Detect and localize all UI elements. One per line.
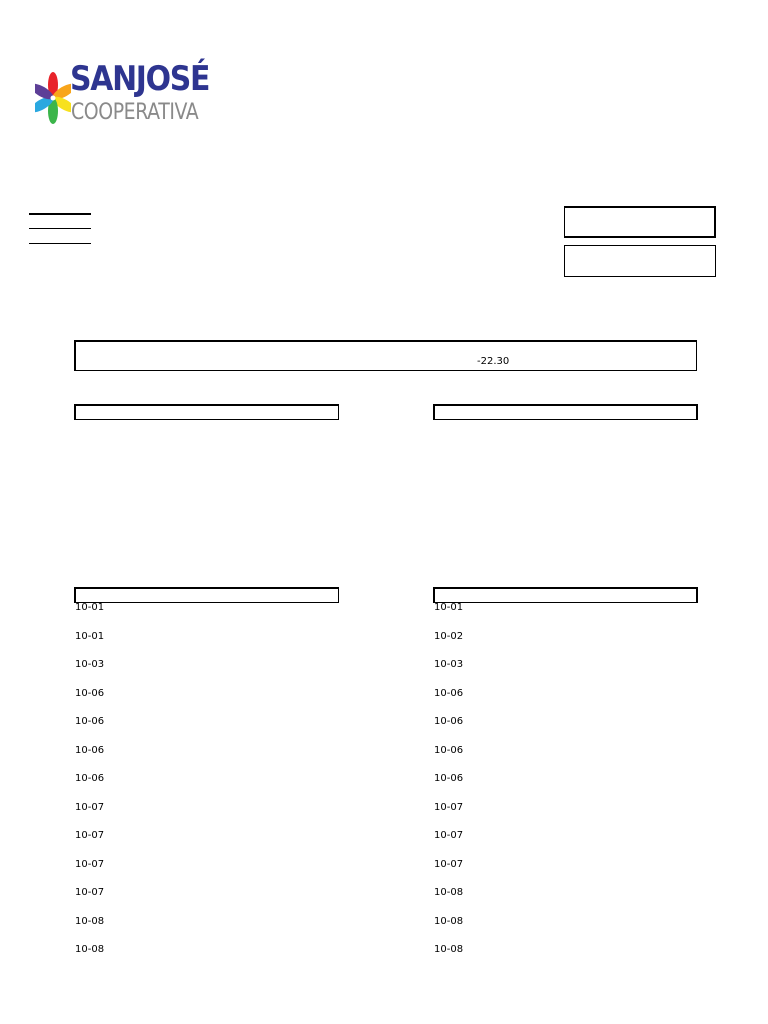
- signature-line: [29, 228, 91, 229]
- left-date-list: [75, 602, 104, 973]
- logo-subtitle: COOPERATIVA: [71, 100, 199, 125]
- list-item: 10-08: [434, 915, 464, 927]
- summary-amount: -22.30: [477, 356, 510, 367]
- list-item: 10-01: [434, 602, 464, 613]
- list-item: 10-07: [434, 858, 464, 870]
- list-item: 10-06: [434, 687, 464, 699]
- header-field-box: [564, 206, 716, 238]
- list-item: 10-07: [75, 887, 105, 898]
- list-item: 10-06: [75, 687, 105, 699]
- signature-line: [29, 213, 91, 215]
- right-list-header: [433, 587, 698, 603]
- list-item: 10-08: [75, 915, 105, 927]
- flower-icon: [35, 68, 71, 128]
- list-item: 10-07: [75, 858, 105, 870]
- list-item: 10-01: [75, 630, 105, 642]
- list-item: 10-06: [434, 773, 464, 784]
- left-list-header: [74, 587, 339, 603]
- right-date-list: [434, 602, 463, 973]
- left-section-header: [74, 404, 339, 420]
- list-item: 10-01: [75, 602, 105, 613]
- summary-box: [74, 340, 697, 371]
- list-item: 10-02: [434, 630, 464, 642]
- cooperative-logo: [35, 59, 235, 128]
- list-item: 10-06: [75, 773, 105, 784]
- signature-line: [29, 243, 91, 244]
- list-item: 10-07: [434, 801, 464, 813]
- list-item: 10-08: [434, 944, 464, 955]
- list-item: 10-07: [75, 801, 105, 813]
- list-item: 10-03: [75, 659, 105, 670]
- list-item: 10-07: [75, 830, 105, 841]
- list-item: 10-06: [75, 744, 105, 756]
- header-field-box: [564, 245, 716, 277]
- list-item: 10-03: [434, 659, 464, 670]
- list-item: 10-06: [434, 716, 464, 727]
- list-item: 10-06: [75, 716, 105, 727]
- logo-name: SANJOSÉ: [70, 59, 210, 99]
- right-section-header: [433, 404, 698, 420]
- list-item: 10-06: [434, 744, 464, 756]
- list-item: 10-08: [434, 887, 464, 898]
- list-item: 10-08: [75, 944, 105, 955]
- list-item: 10-07: [434, 830, 464, 841]
